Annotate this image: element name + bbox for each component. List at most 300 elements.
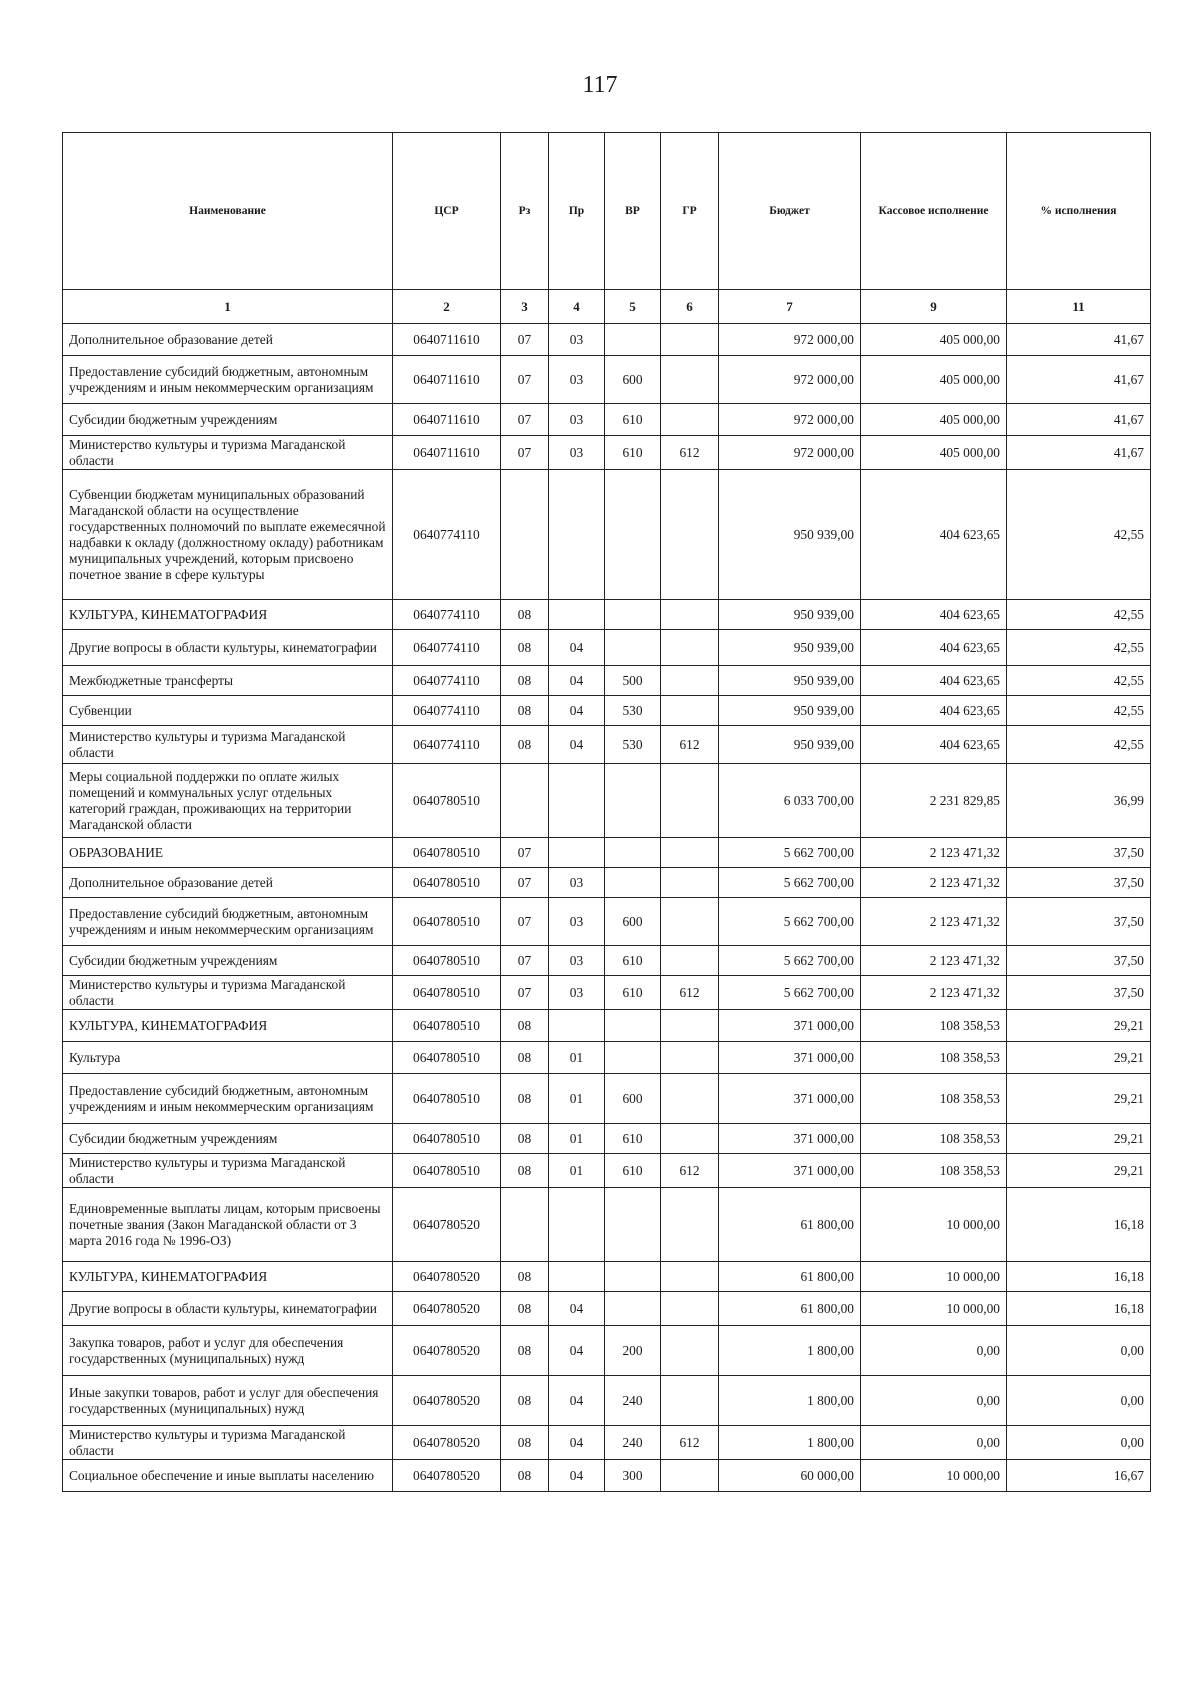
row-gr: 612 (661, 1426, 719, 1460)
row-pr: 03 (549, 436, 605, 470)
row-pr: 03 (549, 404, 605, 436)
row-pr: 03 (549, 324, 605, 356)
row-vr: 300 (605, 1460, 661, 1492)
column-number: 6 (661, 290, 719, 324)
row-vr (605, 470, 661, 600)
row-name: Социальное обеспечение и иные выплаты населению (63, 1460, 393, 1492)
row-name: Министерство культуры и туризма Магаданской области (63, 1426, 393, 1460)
row-vr: 610 (605, 976, 661, 1010)
row-pr: 04 (549, 666, 605, 696)
row-vr: 610 (605, 404, 661, 436)
table-row (63, 898, 1151, 946)
row-csr: 0640774110 (393, 666, 501, 696)
table-row (63, 868, 1151, 898)
row-csr: 0640780520 (393, 1326, 501, 1376)
row-vr: 200 (605, 1326, 661, 1376)
row-name: Иные закупки товаров, работ и услуг для обеспечения государственных (муниципальных) нужд (63, 1376, 393, 1426)
row-pr: 01 (549, 1124, 605, 1154)
row-budget: 972 000,00 (719, 436, 861, 470)
row-vr: 610 (605, 1154, 661, 1188)
row-execution: 0,00 (861, 1326, 1007, 1376)
row-vr (605, 600, 661, 630)
row-percent: 16,18 (1007, 1262, 1151, 1292)
row-gr (661, 1326, 719, 1376)
row-name: Культура (63, 1042, 393, 1074)
row-csr: 0640780520 (393, 1292, 501, 1326)
row-name: Предоставление субсидий бюджетным, автономным учреждениям и иным некоммерческим организациям (63, 898, 393, 946)
row-gr (661, 600, 719, 630)
row-gr (661, 1010, 719, 1042)
row-vr (605, 1010, 661, 1042)
row-csr: 0640711610 (393, 404, 501, 436)
row-execution: 404 623,65 (861, 696, 1007, 726)
row-gr (661, 1262, 719, 1292)
row-gr (661, 946, 719, 976)
row-csr: 0640780510 (393, 838, 501, 868)
header-vr: ВР (605, 133, 661, 290)
row-csr: 0640711610 (393, 324, 501, 356)
row-budget: 5 662 700,00 (719, 838, 861, 868)
row-gr (661, 1376, 719, 1426)
row-rz: 08 (501, 696, 549, 726)
row-gr (661, 898, 719, 946)
row-rz: 08 (501, 1376, 549, 1426)
row-rz: 07 (501, 838, 549, 868)
row-pr (549, 764, 605, 838)
header-pr: Пр (549, 133, 605, 290)
row-gr: 612 (661, 1154, 719, 1188)
column-number: 4 (549, 290, 605, 324)
row-pr (549, 838, 605, 868)
row-gr (661, 470, 719, 600)
row-execution: 2 123 471,32 (861, 898, 1007, 946)
row-vr (605, 1292, 661, 1326)
table-row (63, 404, 1151, 436)
row-pr: 04 (549, 1376, 605, 1426)
row-csr: 0640780510 (393, 868, 501, 898)
row-percent: 16,67 (1007, 1460, 1151, 1492)
row-gr (661, 630, 719, 666)
row-execution: 10 000,00 (861, 1262, 1007, 1292)
row-pr (549, 1262, 605, 1292)
row-budget: 5 662 700,00 (719, 946, 861, 976)
row-csr: 0640774110 (393, 600, 501, 630)
budget-table (62, 132, 1151, 1492)
row-execution: 2 123 471,32 (861, 976, 1007, 1010)
row-name: Дополнительное образование детей (63, 324, 393, 356)
table-row (63, 630, 1151, 666)
row-budget: 371 000,00 (719, 1124, 861, 1154)
table-row (63, 976, 1151, 1010)
table-row (63, 1010, 1151, 1042)
row-execution: 405 000,00 (861, 404, 1007, 436)
row-execution: 108 358,53 (861, 1042, 1007, 1074)
row-execution: 108 358,53 (861, 1124, 1007, 1154)
row-csr: 0640780510 (393, 764, 501, 838)
header-rz: Рз (501, 133, 549, 290)
row-execution: 405 000,00 (861, 324, 1007, 356)
table-row (63, 946, 1151, 976)
row-percent: 41,67 (1007, 404, 1151, 436)
row-csr: 0640774110 (393, 630, 501, 666)
row-pr: 03 (549, 946, 605, 976)
row-budget: 371 000,00 (719, 1154, 861, 1188)
row-gr (661, 404, 719, 436)
row-pr: 01 (549, 1074, 605, 1124)
row-percent: 36,99 (1007, 764, 1151, 838)
row-vr: 600 (605, 356, 661, 404)
row-pr (549, 1010, 605, 1042)
row-budget: 950 939,00 (719, 666, 861, 696)
row-rz: 08 (501, 1460, 549, 1492)
row-csr: 0640711610 (393, 436, 501, 470)
row-name: Министерство культуры и туризма Магаданской области (63, 976, 393, 1010)
row-name: ОБРАЗОВАНИЕ (63, 838, 393, 868)
row-percent: 0,00 (1007, 1326, 1151, 1376)
row-vr: 530 (605, 696, 661, 726)
row-rz: 07 (501, 436, 549, 470)
row-csr: 0640774110 (393, 696, 501, 726)
row-name: Другие вопросы в области культуры, кинематографии (63, 1292, 393, 1326)
row-pr: 03 (549, 356, 605, 404)
table-row (63, 1042, 1151, 1074)
row-rz: 08 (501, 1010, 549, 1042)
row-budget: 950 939,00 (719, 470, 861, 600)
row-budget: 972 000,00 (719, 324, 861, 356)
row-rz: 08 (501, 630, 549, 666)
row-name: Закупка товаров, работ и услуг для обеспечения государственных (муниципальных) нужд (63, 1326, 393, 1376)
row-csr: 0640780510 (393, 1074, 501, 1124)
table-row (63, 356, 1151, 404)
row-rz: 08 (501, 666, 549, 696)
row-gr (661, 696, 719, 726)
row-percent: 41,67 (1007, 356, 1151, 404)
header-percent: % исполнения (1007, 133, 1151, 290)
row-percent: 29,21 (1007, 1042, 1151, 1074)
row-rz (501, 764, 549, 838)
row-vr: 600 (605, 1074, 661, 1124)
row-execution: 108 358,53 (861, 1010, 1007, 1042)
row-vr: 240 (605, 1426, 661, 1460)
row-vr: 500 (605, 666, 661, 696)
row-execution: 404 623,65 (861, 630, 1007, 666)
table-row (63, 1426, 1151, 1460)
row-gr (661, 1074, 719, 1124)
row-percent: 37,50 (1007, 946, 1151, 976)
row-budget: 60 000,00 (719, 1460, 861, 1492)
row-rz: 07 (501, 868, 549, 898)
row-vr (605, 630, 661, 666)
row-percent: 42,55 (1007, 470, 1151, 600)
table-row (63, 436, 1151, 470)
row-budget: 1 800,00 (719, 1376, 861, 1426)
row-percent: 42,55 (1007, 630, 1151, 666)
row-name: Другие вопросы в области культуры, кинематографии (63, 630, 393, 666)
table-row (63, 696, 1151, 726)
table-body (63, 324, 1151, 1492)
row-budget: 950 939,00 (719, 600, 861, 630)
row-pr (549, 1188, 605, 1262)
row-name: Субвенции бюджетам муниципальных образований Магаданской области на осуществление государственных полномочий по выплате ежемесячной надбавки к окладу (должностному окладу) работникам муниципальных учреждений, которым присвоено почетное звание в сфере культуры (63, 470, 393, 600)
row-execution: 404 623,65 (861, 470, 1007, 600)
row-percent: 16,18 (1007, 1292, 1151, 1326)
table-row (63, 1376, 1151, 1426)
row-rz: 08 (501, 1326, 549, 1376)
row-name: Субсидии бюджетным учреждениям (63, 404, 393, 436)
row-execution: 2 231 829,85 (861, 764, 1007, 838)
row-gr (661, 838, 719, 868)
row-gr: 612 (661, 726, 719, 764)
row-execution: 2 123 471,32 (861, 838, 1007, 868)
row-vr: 600 (605, 898, 661, 946)
row-name: Предоставление субсидий бюджетным, автономным учреждениям и иным некоммерческим организациям (63, 356, 393, 404)
row-execution: 108 358,53 (861, 1074, 1007, 1124)
row-pr: 01 (549, 1042, 605, 1074)
row-name: КУЛЬТУРА, КИНЕМАТОГРАФИЯ (63, 1262, 393, 1292)
row-gr (661, 1188, 719, 1262)
row-rz: 07 (501, 324, 549, 356)
row-rz: 07 (501, 898, 549, 946)
row-pr: 04 (549, 726, 605, 764)
row-name: Министерство культуры и туризма Магаданской области (63, 726, 393, 764)
row-name: Единовременные выплаты лицам, которым присвоены почетные звания (Закон Магаданской области от 3 марта 2016 года № 1996-ОЗ) (63, 1188, 393, 1262)
row-budget: 371 000,00 (719, 1010, 861, 1042)
row-pr: 01 (549, 1154, 605, 1188)
table-row (63, 764, 1151, 838)
column-number: 9 (861, 290, 1007, 324)
row-budget: 61 800,00 (719, 1292, 861, 1326)
column-number: 7 (719, 290, 861, 324)
row-percent: 37,50 (1007, 976, 1151, 1010)
row-gr (661, 1292, 719, 1326)
row-vr: 240 (605, 1376, 661, 1426)
row-budget: 371 000,00 (719, 1074, 861, 1124)
row-execution: 0,00 (861, 1426, 1007, 1460)
header-execution: Кассовое исполнение (861, 133, 1007, 290)
table-row (63, 838, 1151, 868)
row-rz: 08 (501, 726, 549, 764)
row-percent: 29,21 (1007, 1124, 1151, 1154)
row-budget: 1 800,00 (719, 1326, 861, 1376)
row-budget: 950 939,00 (719, 726, 861, 764)
row-rz: 08 (501, 1124, 549, 1154)
row-percent: 37,50 (1007, 898, 1151, 946)
row-percent: 42,55 (1007, 726, 1151, 764)
table-row (63, 1292, 1151, 1326)
row-pr: 04 (549, 1326, 605, 1376)
row-csr: 0640780520 (393, 1460, 501, 1492)
row-csr: 0640780510 (393, 1124, 501, 1154)
row-percent: 37,50 (1007, 868, 1151, 898)
row-percent: 0,00 (1007, 1376, 1151, 1426)
row-budget: 972 000,00 (719, 404, 861, 436)
table-row (63, 1074, 1151, 1124)
row-rz: 07 (501, 404, 549, 436)
row-csr: 0640780520 (393, 1426, 501, 1460)
row-csr: 0640780510 (393, 1010, 501, 1042)
row-csr: 0640780510 (393, 976, 501, 1010)
row-execution: 108 358,53 (861, 1154, 1007, 1188)
row-budget: 5 662 700,00 (719, 976, 861, 1010)
row-csr: 0640780520 (393, 1376, 501, 1426)
row-budget: 61 800,00 (719, 1188, 861, 1262)
row-percent: 37,50 (1007, 838, 1151, 868)
row-budget: 950 939,00 (719, 630, 861, 666)
table-row (63, 600, 1151, 630)
row-rz: 08 (501, 1262, 549, 1292)
column-number: 5 (605, 290, 661, 324)
row-vr: 610 (605, 436, 661, 470)
row-rz: 08 (501, 600, 549, 630)
table-row (63, 1460, 1151, 1492)
row-gr (661, 1042, 719, 1074)
row-pr: 04 (549, 1460, 605, 1492)
row-budget: 5 662 700,00 (719, 898, 861, 946)
row-rz: 08 (501, 1292, 549, 1326)
column-number: 3 (501, 290, 549, 324)
row-rz: 08 (501, 1426, 549, 1460)
row-execution: 404 623,65 (861, 600, 1007, 630)
row-execution: 2 123 471,32 (861, 868, 1007, 898)
row-percent: 29,21 (1007, 1074, 1151, 1124)
row-gr (661, 1460, 719, 1492)
row-percent: 29,21 (1007, 1154, 1151, 1188)
row-csr: 0640780510 (393, 898, 501, 946)
row-name: Предоставление субсидий бюджетным, автономным учреждениям и иным некоммерческим организациям (63, 1074, 393, 1124)
row-execution: 404 623,65 (861, 666, 1007, 696)
row-percent: 42,55 (1007, 600, 1151, 630)
row-name: Меры социальной поддержки по оплате жилых помещений и коммунальных услуг отдельных категорий граждан, проживающих на территории Магаданской области (63, 764, 393, 838)
column-number-row (63, 290, 1151, 324)
row-name: Субсидии бюджетным учреждениям (63, 946, 393, 976)
row-pr: 03 (549, 868, 605, 898)
row-rz: 07 (501, 356, 549, 404)
table-row (63, 1124, 1151, 1154)
row-csr: 0640780510 (393, 946, 501, 976)
row-csr: 0640780520 (393, 1262, 501, 1292)
row-execution: 404 623,65 (861, 726, 1007, 764)
row-name: КУЛЬТУРА, КИНЕМАТОГРАФИЯ (63, 600, 393, 630)
row-budget: 5 662 700,00 (719, 868, 861, 898)
table-row (63, 1154, 1151, 1188)
column-number: 1 (63, 290, 393, 324)
row-budget: 371 000,00 (719, 1042, 861, 1074)
row-rz (501, 470, 549, 600)
row-budget: 972 000,00 (719, 356, 861, 404)
row-name: Дополнительное образование детей (63, 868, 393, 898)
page-number: 117 (582, 72, 618, 98)
row-csr: 0640780510 (393, 1042, 501, 1074)
row-vr (605, 1262, 661, 1292)
row-vr (605, 868, 661, 898)
row-vr: 610 (605, 1124, 661, 1154)
table-row (63, 1326, 1151, 1376)
row-gr (661, 324, 719, 356)
row-percent: 16,18 (1007, 1188, 1151, 1262)
row-rz: 08 (501, 1074, 549, 1124)
row-budget: 61 800,00 (719, 1262, 861, 1292)
row-percent: 29,21 (1007, 1010, 1151, 1042)
row-name: Министерство культуры и туризма Магаданской области (63, 1154, 393, 1188)
row-percent: 42,55 (1007, 696, 1151, 726)
table-row (63, 470, 1151, 600)
row-gr (661, 356, 719, 404)
row-execution: 0,00 (861, 1376, 1007, 1426)
row-budget: 950 939,00 (719, 696, 861, 726)
row-vr (605, 1042, 661, 1074)
header-gr: ГР (661, 133, 719, 290)
row-csr: 0640774110 (393, 470, 501, 600)
row-csr: 0640711610 (393, 356, 501, 404)
row-rz: 08 (501, 1154, 549, 1188)
row-name: Субвенции (63, 696, 393, 726)
row-csr: 0640774110 (393, 726, 501, 764)
row-gr (661, 666, 719, 696)
row-gr (661, 868, 719, 898)
column-number: 2 (393, 290, 501, 324)
table-row (63, 1262, 1151, 1292)
row-gr: 612 (661, 976, 719, 1010)
header-name: Наименование (63, 133, 393, 290)
row-csr: 0640780520 (393, 1188, 501, 1262)
row-name: Межбюджетные трансферты (63, 666, 393, 696)
header-budget: Бюджет (719, 133, 861, 290)
row-vr: 530 (605, 726, 661, 764)
row-pr: 04 (549, 1426, 605, 1460)
row-vr (605, 1188, 661, 1262)
row-name: Министерство культуры и туризма Магаданской области (63, 436, 393, 470)
row-execution: 2 123 471,32 (861, 946, 1007, 976)
row-name: Субсидии бюджетным учреждениям (63, 1124, 393, 1154)
column-number: 11 (1007, 290, 1151, 324)
row-vr: 610 (605, 946, 661, 976)
row-budget: 1 800,00 (719, 1426, 861, 1460)
row-gr (661, 764, 719, 838)
row-percent: 41,67 (1007, 324, 1151, 356)
row-pr: 04 (549, 1292, 605, 1326)
row-name: КУЛЬТУРА, КИНЕМАТОГРАФИЯ (63, 1010, 393, 1042)
row-vr (605, 838, 661, 868)
row-percent: 0,00 (1007, 1426, 1151, 1460)
row-pr (549, 470, 605, 600)
row-gr (661, 1124, 719, 1154)
row-pr: 03 (549, 898, 605, 946)
table-row (63, 726, 1151, 764)
row-percent: 42,55 (1007, 666, 1151, 696)
row-percent: 41,67 (1007, 436, 1151, 470)
row-csr: 0640780510 (393, 1154, 501, 1188)
row-vr (605, 324, 661, 356)
row-rz: 08 (501, 1042, 549, 1074)
row-execution: 405 000,00 (861, 436, 1007, 470)
row-pr: 03 (549, 976, 605, 1010)
table-row (63, 666, 1151, 696)
row-rz: 07 (501, 976, 549, 1010)
table-row (63, 324, 1151, 356)
row-vr (605, 764, 661, 838)
table-row (63, 1188, 1151, 1262)
row-rz (501, 1188, 549, 1262)
row-rz: 07 (501, 946, 549, 976)
row-execution: 10 000,00 (861, 1460, 1007, 1492)
row-execution: 10 000,00 (861, 1292, 1007, 1326)
header-csr: ЦСР (393, 133, 501, 290)
row-pr (549, 600, 605, 630)
row-pr: 04 (549, 630, 605, 666)
row-budget: 6 033 700,00 (719, 764, 861, 838)
row-execution: 10 000,00 (861, 1188, 1007, 1262)
row-gr: 612 (661, 436, 719, 470)
